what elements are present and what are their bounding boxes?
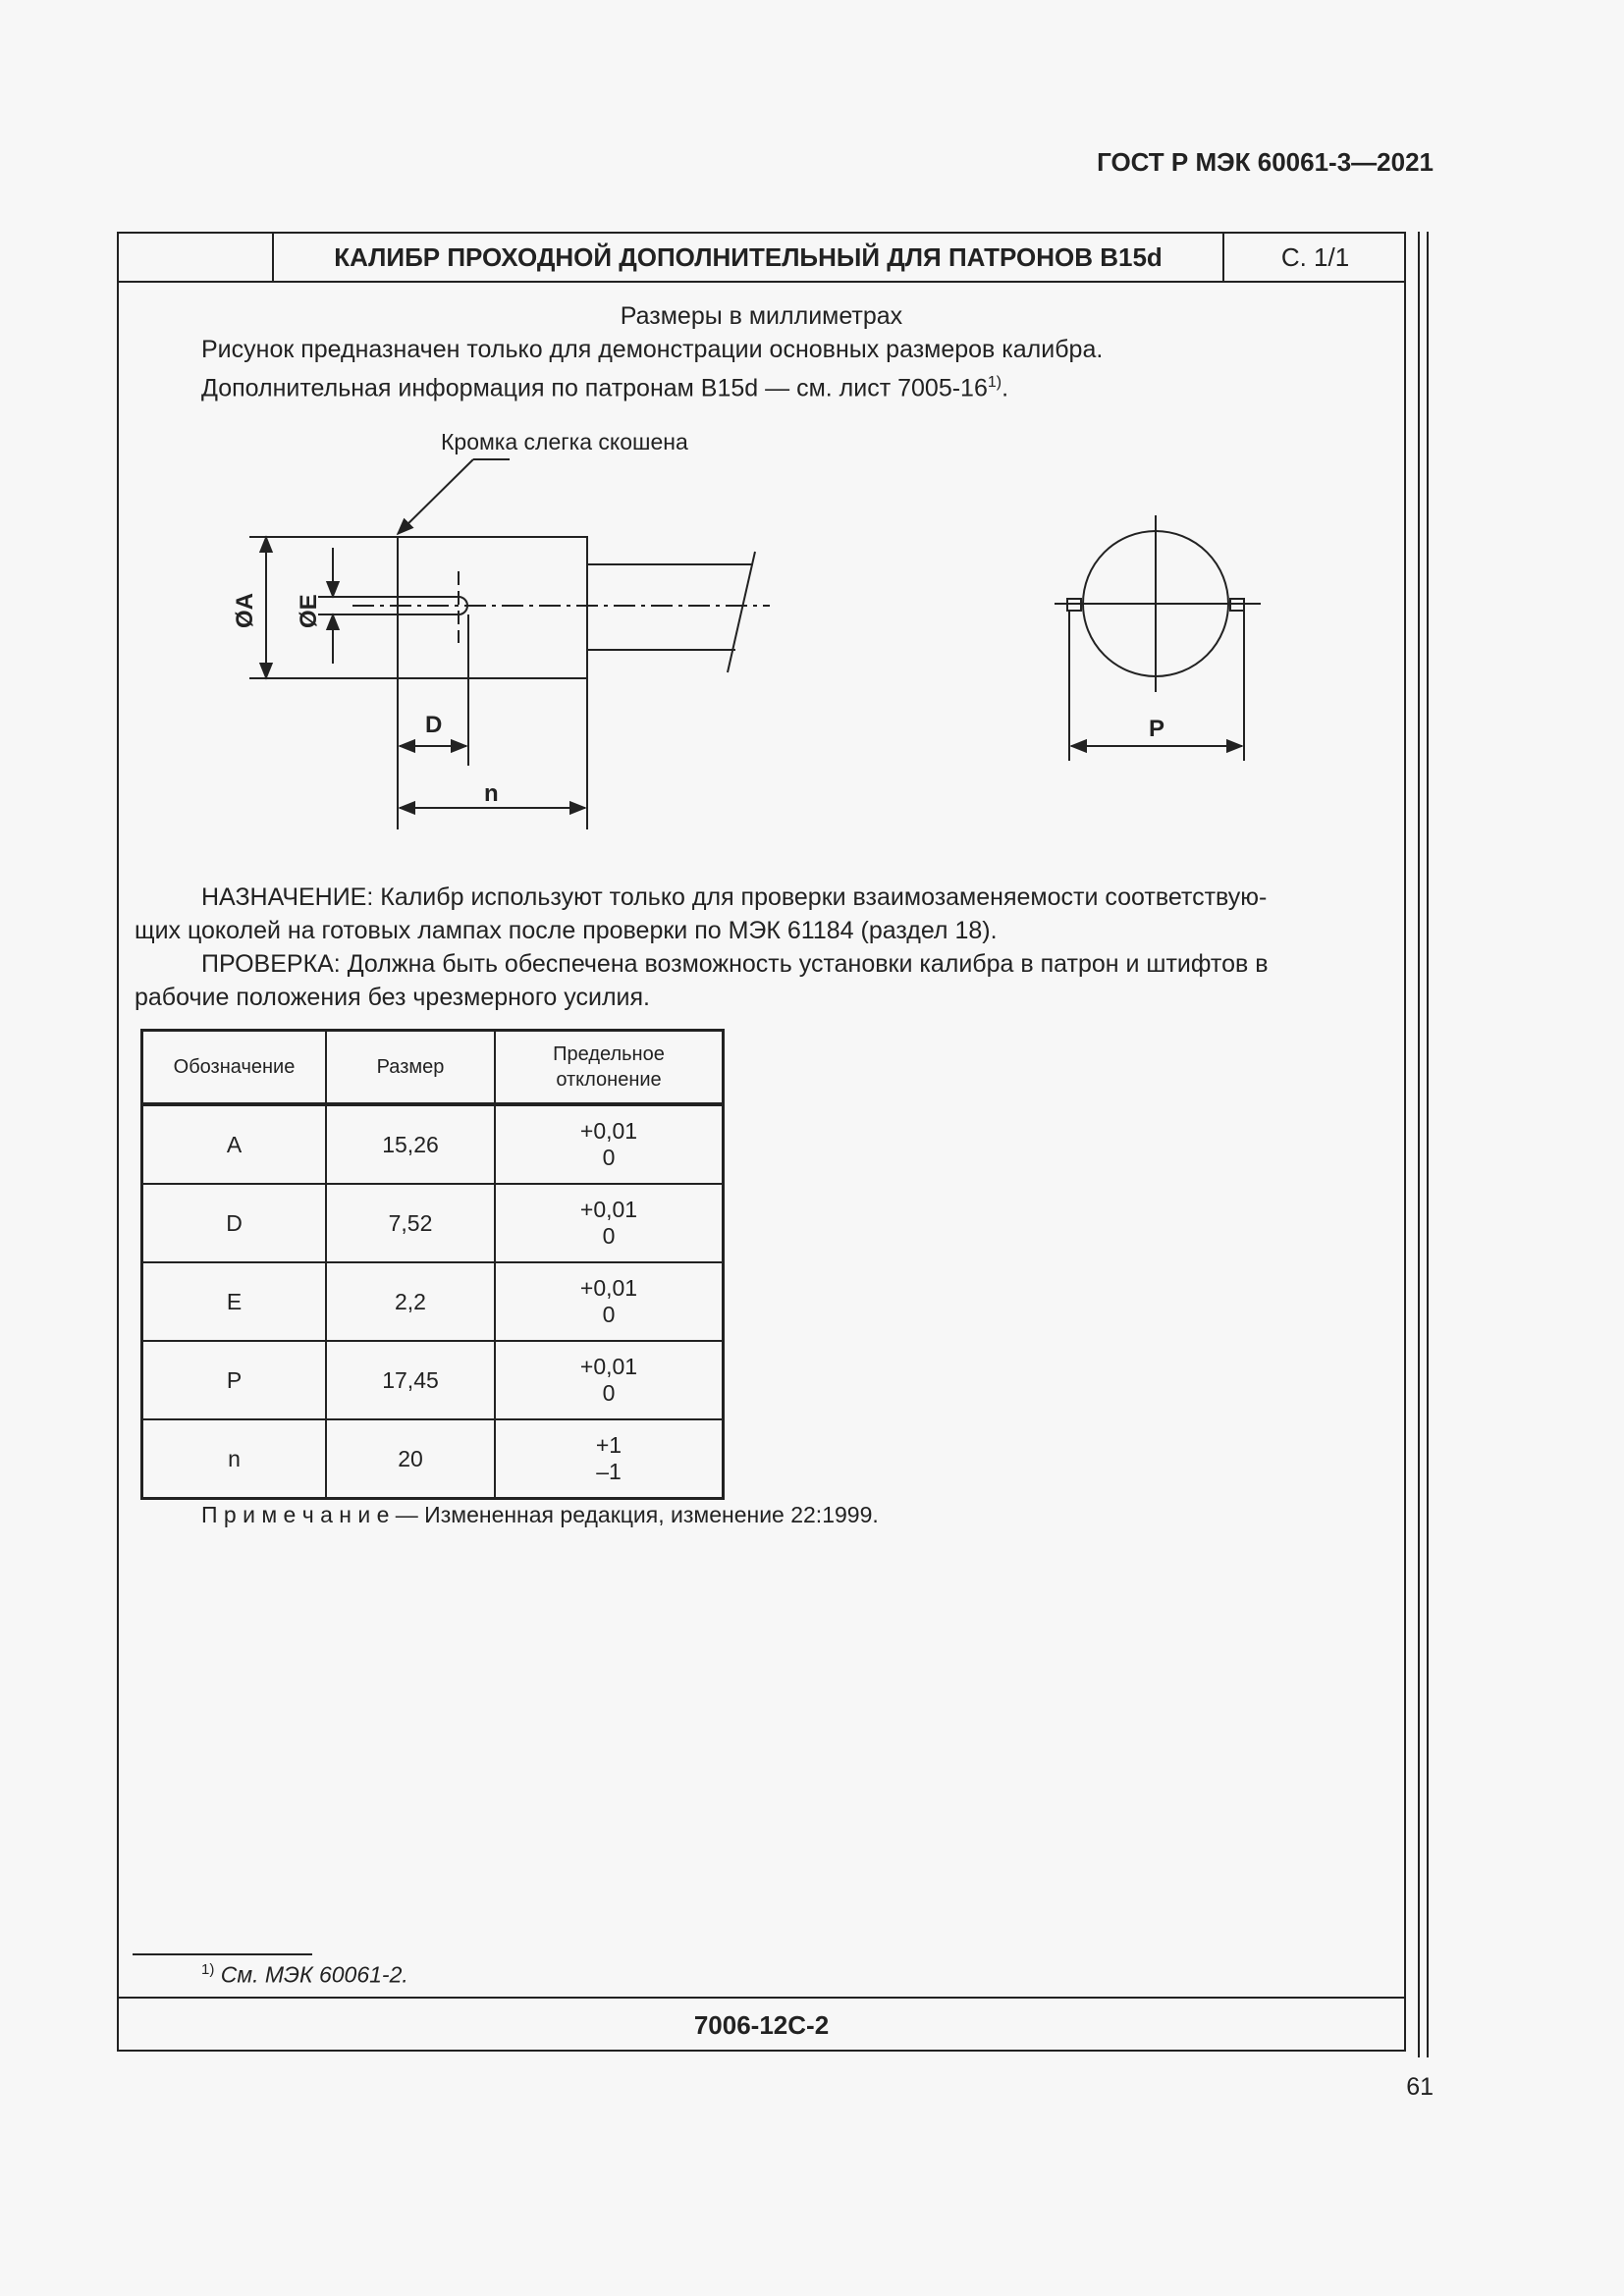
cell-size: 15,26: [326, 1104, 495, 1184]
cell-symbol: P: [142, 1341, 327, 1419]
table-row: [142, 1184, 724, 1262]
header-tolerance-line-1: Предельное: [553, 1043, 665, 1065]
tol-upper: +0,01: [579, 1354, 638, 1379]
intro-line-2-end: .: [1001, 374, 1009, 402]
tol-upper: +0,01: [579, 1197, 638, 1222]
purpose-line-2: щих цоколей на готовых лампах после проверки по МЭК 61184 (раздел 18).: [135, 917, 998, 944]
tol-upper: +0,01: [579, 1275, 638, 1301]
callout-label: Кромка слегка скошена: [441, 429, 688, 454]
cell-size: 17,45: [326, 1341, 495, 1419]
tol-lower: 0: [602, 1223, 616, 1249]
cell-symbol: A: [142, 1104, 327, 1184]
gauge-drawing: [117, 412, 1295, 844]
tolerance-table: [140, 1029, 725, 1500]
cell-tolerance: [495, 1104, 724, 1184]
dim-label-e: ØE: [296, 594, 322, 628]
dim-label-a: ØA: [232, 593, 258, 628]
check-line-2: рабочие положения без чрезмерного усилия.: [135, 984, 650, 1011]
cell-symbol: n: [142, 1419, 327, 1499]
tol-lower: 0: [602, 1302, 616, 1327]
dim-label-p: P: [1149, 716, 1165, 742]
intro-line-2: [201, 366, 1008, 404]
table-row: [142, 1262, 724, 1341]
table-row: [142, 1104, 724, 1184]
tol-lower: –1: [596, 1459, 622, 1484]
header-tolerance: [495, 1031, 724, 1105]
cell-symbol: E: [142, 1262, 327, 1341]
frame-side-line: [1427, 232, 1429, 2057]
purpose-line-1: НАЗНАЧЕНИЕ: Калибр используют только для проверки взаимозаменяемости соответствую-: [201, 883, 1268, 911]
table-row: [142, 1419, 724, 1499]
cell-tolerance: [495, 1419, 724, 1499]
tol-upper: +0,01: [579, 1118, 638, 1144]
header-tolerance-line-2: отклонение: [556, 1069, 662, 1091]
footnote-separator: [133, 1953, 312, 1955]
header-size: Размер: [326, 1031, 495, 1105]
sheet-page-ref: С. 1/1: [1280, 242, 1350, 272]
cell-tolerance: [495, 1341, 724, 1419]
cell-size: 20: [326, 1419, 495, 1499]
footnote: [201, 1961, 408, 1989]
check-line-1: ПРОВЕРКА: Должна быть обеспечена возможность установки калибра в патрон и штифтов в: [201, 950, 1269, 978]
cell-tolerance: [495, 1184, 724, 1262]
footnote-mark: 1): [201, 1961, 215, 1978]
footnote-ref: 1): [987, 374, 1002, 391]
tol-lower: 0: [602, 1380, 616, 1406]
header-symbol: Обозначение: [142, 1031, 327, 1105]
tol-upper: +1: [595, 1432, 623, 1458]
footnote-text: См. МЭК 60061-2.: [214, 1961, 408, 1988]
intro-line-1: Рисунок предназначен только для демонстрации основных размеров калибра.: [201, 336, 1104, 363]
note: [201, 1502, 879, 1528]
dim-label-d: D: [425, 712, 443, 738]
table-row: [142, 1341, 724, 1419]
note-label: П р и м е ч а н и е: [201, 1502, 390, 1527]
note-text: — Измененная редакция, изменение 22:1999.: [389, 1502, 879, 1527]
cell-size: 2,2: [326, 1262, 495, 1341]
document-header: ГОСТ Р МЭК 60061-3—2021: [1097, 147, 1434, 177]
cell-tolerance: [495, 1262, 724, 1341]
tol-lower: 0: [602, 1145, 616, 1170]
units-note: Размеры в миллиметрах: [620, 302, 903, 330]
page-number: 61: [1406, 2073, 1434, 2101]
cell-size: 7,52: [326, 1184, 495, 1262]
dim-label-n: n: [484, 780, 499, 807]
cell-symbol: D: [142, 1184, 327, 1262]
intro-line-2-text: Дополнительная информация по патронам B15d — см. лист 7005-16: [201, 374, 988, 402]
table-header-row: [142, 1031, 724, 1105]
frame-side-line: [1418, 232, 1420, 2057]
sheet-code: 7006-12С-2: [693, 2010, 830, 2040]
sheet-title: КАЛИБР ПРОХОДНОЙ ДОПОЛНИТЕЛЬНЫЙ ДЛЯ ПАТРОНОВ B15d: [334, 242, 1163, 272]
